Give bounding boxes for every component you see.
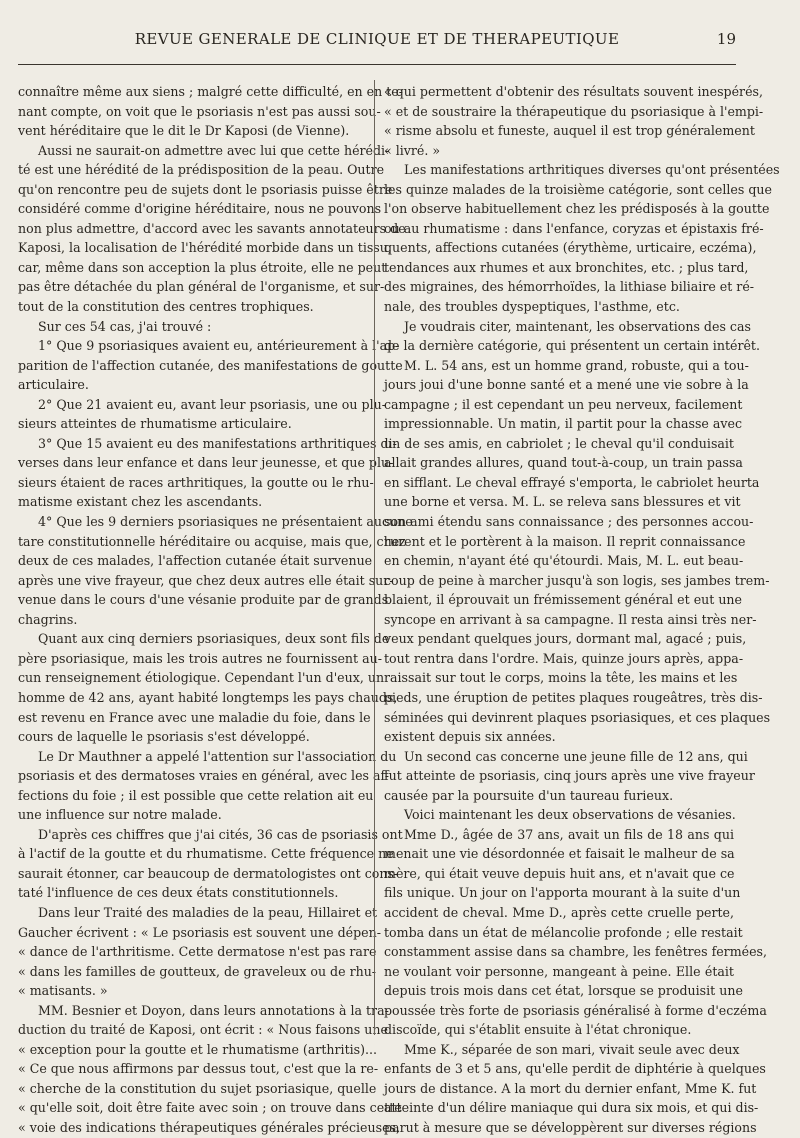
- text-line: en chemin, n'ayant été qu'étourdi. Mais, M. L. eut beau-: [384, 553, 744, 569]
- text-line: tout rentra dans l'ordre. Mais, quinze jours après, appa-: [384, 650, 744, 666]
- text-line: « exception pour la goutte et le rhumatisme (arthritis)...: [18, 1041, 378, 1057]
- text-line: accident de cheval. Mme D., après cette cruelle perte,: [384, 904, 734, 920]
- text-line: Les manifestations arthritiques diverses qu'ont présentées: [404, 162, 780, 178]
- text-line: « livré. »: [384, 142, 441, 158]
- text-line: fections du foie ; il est possible que cette relation ait eu: [18, 787, 374, 803]
- text-line: duction du traité de Kaposi, ont écrit : « Nous faisons une: [18, 1022, 388, 1038]
- text-line: sieurs atteintes de rhumatisme articulaire.: [18, 416, 292, 432]
- text-line: mère, qui était veuve depuis huit ans, et n'avait que ce: [384, 865, 735, 881]
- text-line: en sifflant. Le cheval effrayé s'emporta, le cabriolet heurta: [384, 474, 760, 490]
- text-line: allait grandes allures, quand tout-à-coup, un train passa: [384, 455, 743, 471]
- text-line: jours joui d'une bonne santé et a mené une vie sobre à la: [384, 377, 749, 393]
- text-line: rurent et le portèrent à la maison. Il reprit connaissance: [384, 533, 746, 549]
- text-line: D'après ces chiffres que j'ai cités, 36 cas de psoriasis ont: [38, 826, 403, 842]
- text-line: « Ce que nous affirmons par dessus tout, c'est que la re-: [18, 1061, 379, 1077]
- text-line: Dans leur Traité des maladies de la peau, Hillairet et: [38, 904, 378, 920]
- text-line: impressionnable. Un matin, il partit pour la chasse avec: [384, 416, 743, 432]
- text-line: « risme absolu et funeste, auquel il est trop généralement: [384, 123, 755, 139]
- text-line: l'on observe habituellement chez les prédisposés à la goutte: [384, 201, 770, 217]
- text-line: quents, affections cutanées (érythème, urticaire, eczéma),: [384, 240, 757, 256]
- text-line: nant compte, on voit que le psoriasis n'est pas aussi sou-: [18, 103, 381, 119]
- text-line: « qu'elle soit, doit être faite avec soin ; on trouve dans cette: [18, 1100, 402, 1116]
- text-line: des migraines, des hémorrhoïdes, la lithiase biliaire et ré-: [384, 279, 755, 295]
- header-rule: [18, 64, 736, 65]
- text-line: psoriasis et des dermatoses vraies en général, avec les af-: [18, 768, 389, 784]
- text-line: atteinte d'un délire maniaque qui dura six mois, et qui dis-: [384, 1100, 759, 1116]
- text-line: MM. Besnier et Doyon, dans leurs annotations à la tra-: [38, 1002, 389, 1018]
- text-line: constamment assise dans sa chambre, les fenêtres fermées,: [384, 944, 768, 960]
- text-line: 4° Que les 9 derniers psoriasiques ne présentaient aucune: [38, 514, 413, 530]
- text-line: « cherche de la constitution du sujet psoriasique, quelle: [18, 1080, 377, 1096]
- text-line: té est une hérédité de la prédisposition de la peau. Outre: [18, 162, 385, 178]
- text-line: les quinze malades de la troisième catégorie, sont celles que: [384, 181, 772, 197]
- text-line: blaient, il éprouvait un frémissement général et eut une: [384, 592, 742, 608]
- text-line: « voie des indications thérapeutiques générales précieuses,: [18, 1119, 400, 1135]
- text-line: une borne et versa. M. L. se releva sans blessures et vit: [384, 494, 741, 510]
- text-line: car, même dans son acception la plus étroite, elle ne peut: [18, 259, 387, 275]
- text-line: 1° Que 9 psoriasiques avaient eu, antérieurement à l'ap-: [38, 338, 400, 354]
- text-line: existent depuis six années.: [384, 729, 556, 745]
- text-line: coup de peine à marcher jusqu'à son logis, ses jambes trem-: [384, 572, 770, 588]
- text-line: père psoriasique, mais les trois autres ne fournissent au-: [18, 650, 382, 666]
- text-line: une influence sur notre malade.: [18, 807, 222, 823]
- text-line: un de ses amis, en cabriolet ; le cheval qu'il conduisait: [384, 435, 734, 451]
- journal-title: REVUE GENERALE DE CLINIQUE ET DE THERAPEUTIQUE: [134, 30, 620, 48]
- column-divider: [374, 80, 375, 1035]
- right-column: [384, 82, 780, 1135]
- text-line: tout de la constitution des centres trophiques.: [18, 299, 314, 315]
- text-line: verses dans leur enfance et dans leur jeunesse, et que plu-: [18, 455, 394, 471]
- text-line: campagne ; il est cependant un peu nerveux, facilement: [384, 396, 743, 412]
- text-line: jours de distance. A la mort du dernier enfant, Mme K. fut: [384, 1080, 757, 1096]
- text-line: non plus admettre, d'accord avec les savants annotateurs de: [18, 220, 406, 236]
- text-line: pas être détachée du plan général de l'organisme, et sur-: [18, 279, 385, 295]
- text-line: deux de ces malades, l'affection cutanée était survenue: [18, 553, 373, 569]
- text-line: ne voulant voir personne, mangeant à peine. Elle était: [384, 963, 734, 979]
- text-line: chagrins.: [18, 611, 78, 627]
- text-line: après une vive frayeur, que chez deux autres elle était sur-: [18, 572, 394, 588]
- text-line: cours de laquelle le psoriasis s'est développé.: [18, 729, 310, 745]
- text-line: connaître même aux siens ; malgré cette difficulté, en en te-: [18, 84, 403, 99]
- text-line: fils unique. Un jour on l'apporta mourant à la suite d'un: [384, 885, 741, 901]
- text-line: poussée très forte de psoriasis généralisé à forme d'eczéma: [384, 1002, 767, 1018]
- text-line: Sur ces 54 cas, j'ai trouvé :: [38, 318, 212, 334]
- text-line: raissait sur tout le corps, moins la tête, les mains et les: [384, 670, 738, 686]
- text-line: son ami étendu sans connaissance ; des personnes accou-: [384, 514, 754, 530]
- text-line: considéré comme d'origine héréditaire, nous ne pouvons: [18, 201, 382, 217]
- text-line: qu'on rencontre peu de sujets dont le psoriasis puisse être: [18, 181, 393, 197]
- text-line: « dans les familles de goutteux, de graveleux ou de rhu-: [18, 963, 377, 979]
- text-line: « et de soustraire la thérapeutique du psoriasique à l'empi-: [384, 103, 764, 119]
- text-line: Gaucher écrivent : « Le psoriasis est souvent une dépen-: [18, 924, 381, 940]
- page-number: 19: [716, 30, 736, 48]
- text-line: syncope en arrivant à sa campagne. Il resta ainsi très ner-: [384, 611, 757, 627]
- text-line: pieds, une éruption de petites plaques rougeâtres, très dis-: [384, 689, 763, 705]
- text-line: 2° Que 21 avaient eu, avant leur psoriasis, une ou plu-: [38, 396, 386, 412]
- text-line: « qui permettent d'obtenir des résultats souvent inespérés,: [384, 84, 763, 99]
- text-line: Mme K., séparée de son mari, vivait seule avec deux: [404, 1041, 740, 1057]
- text-line: Je voudrais citer, maintenant, les observations des cas: [404, 318, 751, 334]
- text-line: Un second cas concerne une jeune fille de 12 ans, qui: [404, 748, 748, 764]
- text-line: enfants de 3 et 5 ans, qu'elle perdit de diphtérie à quelques: [384, 1061, 766, 1077]
- text-line: fut atteinte de psoriasis, cinq jours après une vive frayeur: [384, 768, 755, 784]
- text-line: Aussi ne saurait-on admettre avec lui que cette hérédi-: [38, 142, 390, 158]
- text-line: de la dernière catégorie, qui présentent un certain intérêt.: [384, 338, 760, 354]
- text-line: Kaposi, la localisation de l'hérédité morbide dans un tissu,: [18, 240, 392, 256]
- text-line: Voici maintenant les deux observations de vésanies.: [404, 807, 736, 823]
- running-header: [18, 30, 736, 50]
- text-line: Quant aux cinq derniers psoriasiques, deux sont fils de: [38, 631, 390, 647]
- text-line: depuis trois mois dans cet état, lorsque se produisit une: [384, 983, 743, 999]
- text-line: M. L. 54 ans, est un homme grand, robuste, qui a tou-: [404, 357, 749, 373]
- text-line: venue dans le cours d'une vésanie produite par de grands: [18, 592, 389, 608]
- text-line: matisme existant chez les ascendants.: [18, 494, 263, 510]
- text-line: taté l'influence de ces deux états constitutionnels.: [18, 885, 339, 901]
- text-line: « matisants. »: [18, 983, 108, 999]
- text-line: tomba dans un état de mélancolie profonde ; elle restait: [384, 924, 743, 940]
- text-line: à l'actif de la goutte et du rhumatisme. Cette fréquence ne: [18, 846, 394, 862]
- text-line: veux pendant quelques jours, dormant mal, agacé ; puis,: [384, 631, 747, 647]
- text-line: causée par la poursuite d'un taureau furieux.: [384, 787, 674, 803]
- text-line: vent héréditaire que le dit le Dr Kaposi (de Vienne).: [18, 123, 350, 139]
- text-line: nale, des troubles dyspeptiques, l'asthme, etc.: [384, 299, 680, 315]
- text-line: menait une vie désordonnée et faisait le malheur de sa: [384, 846, 735, 862]
- text-line: ou au rhumatisme : dans l'enfance, coryzas et épistaxis fré-: [384, 220, 764, 236]
- text-line: séminées qui devinrent plaques psoriasiques, et ces plaques: [384, 709, 771, 725]
- text-line: discoïde, qui s'établit ensuite à l'état chronique.: [384, 1022, 692, 1038]
- text-line: Le Dr Mauthner a appelé l'attention sur l'association du: [38, 748, 397, 764]
- text-line: tare constitutionnelle héréditaire ou acquise, mais que, chez: [18, 533, 406, 549]
- text-line: cun renseignement étiologique. Cependant l'un d'eux, un: [18, 670, 385, 686]
- text-line: parut à mesure que se développèrent sur diverses régions: [384, 1119, 757, 1135]
- text-line: sieurs étaient de races arthritiques, la goutte ou le rhu-: [18, 474, 374, 490]
- text-line: homme de 42 ans, ayant habité longtemps les pays chauds,: [18, 689, 398, 705]
- text-line: saurait étonner, car beaucoup de dermatologistes ont cons-: [18, 865, 399, 881]
- text-line: articulaire.: [18, 377, 89, 393]
- text-line: « dance de l'arthritisme. Cette dermatose n'est pas rare: [18, 944, 377, 960]
- text-line: parition de l'affection cutanée, des manifestations de goutte: [18, 357, 403, 373]
- text-line: tendances aux rhumes et aux bronchites, etc. ; plus tard,: [384, 259, 749, 275]
- text-line: est revenu en France avec une maladie du foie, dans le: [18, 709, 371, 725]
- text-line: 3° Que 15 avaient eu des manifestations arthritiques di-: [38, 435, 397, 451]
- text-line: Mme D., âgée de 37 ans, avait un fils de 18 ans qui: [404, 826, 734, 842]
